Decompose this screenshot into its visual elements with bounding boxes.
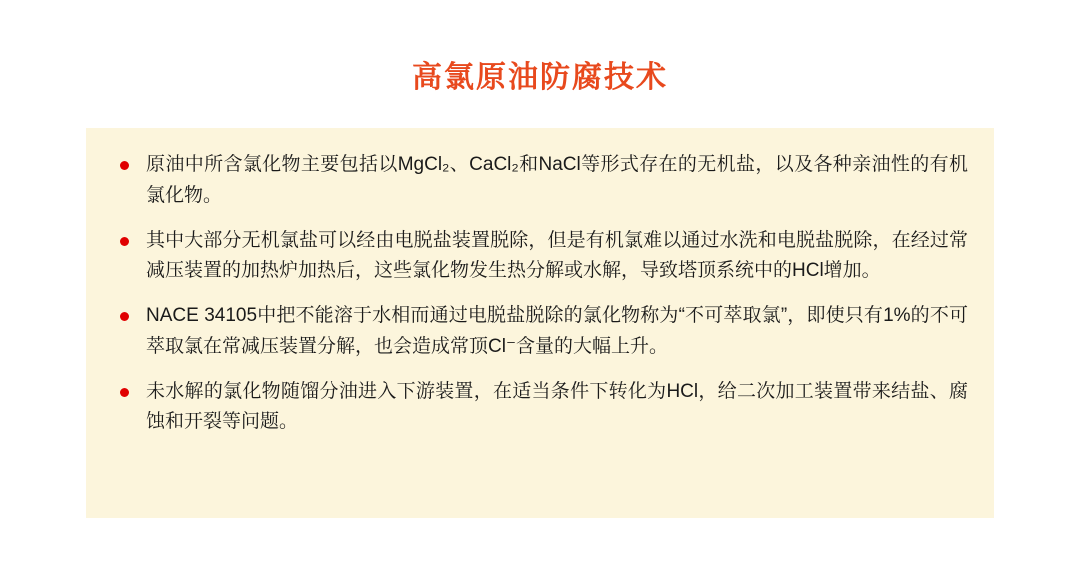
list-item-text: NACE 34105中把不能溶于水相而通过电脱盐脱除的氯化物称为“不可萃取氯”，即使只有1%的不可萃取氯在常减压装置分解，也会造成常顶Cl⁻含量的大幅上升。 [146, 305, 968, 357]
list-item [112, 226, 968, 288]
list-item-text: 未水解的氯化物随馏分油进入下游装置，在适当条件下转化为HCl，给二次加工装置带来结盐、腐蚀和开裂等问题。 [146, 380, 968, 433]
list-item-text: 原油中所含氯化物主要包括以MgCl₂、CaCl₂和NaCl等形式存在的无机盐，以及各种亲油性的有机氯化物。 [146, 154, 968, 206]
content-panel [86, 128, 994, 518]
bullet-dot-icon [120, 388, 129, 397]
bullet-dot-icon [120, 237, 129, 246]
page-title: 高氯原油防腐技术 [412, 61, 668, 94]
list-item [112, 377, 968, 439]
bullet-dot-icon [120, 161, 129, 170]
bullet-list [112, 150, 968, 438]
bullet-dot-icon [120, 312, 129, 321]
list-item [112, 150, 968, 212]
list-item-text: 其中大部分无机氯盐可以经由电脱盐装置脱除，但是有机氯难以通过水洗和电脱盐脱除，在经过常减压装置的加热炉加热后，这些氯化物发生热分解或水解，导致塔顶系统中的HCl增加。 [146, 229, 968, 282]
list-item [112, 301, 968, 363]
